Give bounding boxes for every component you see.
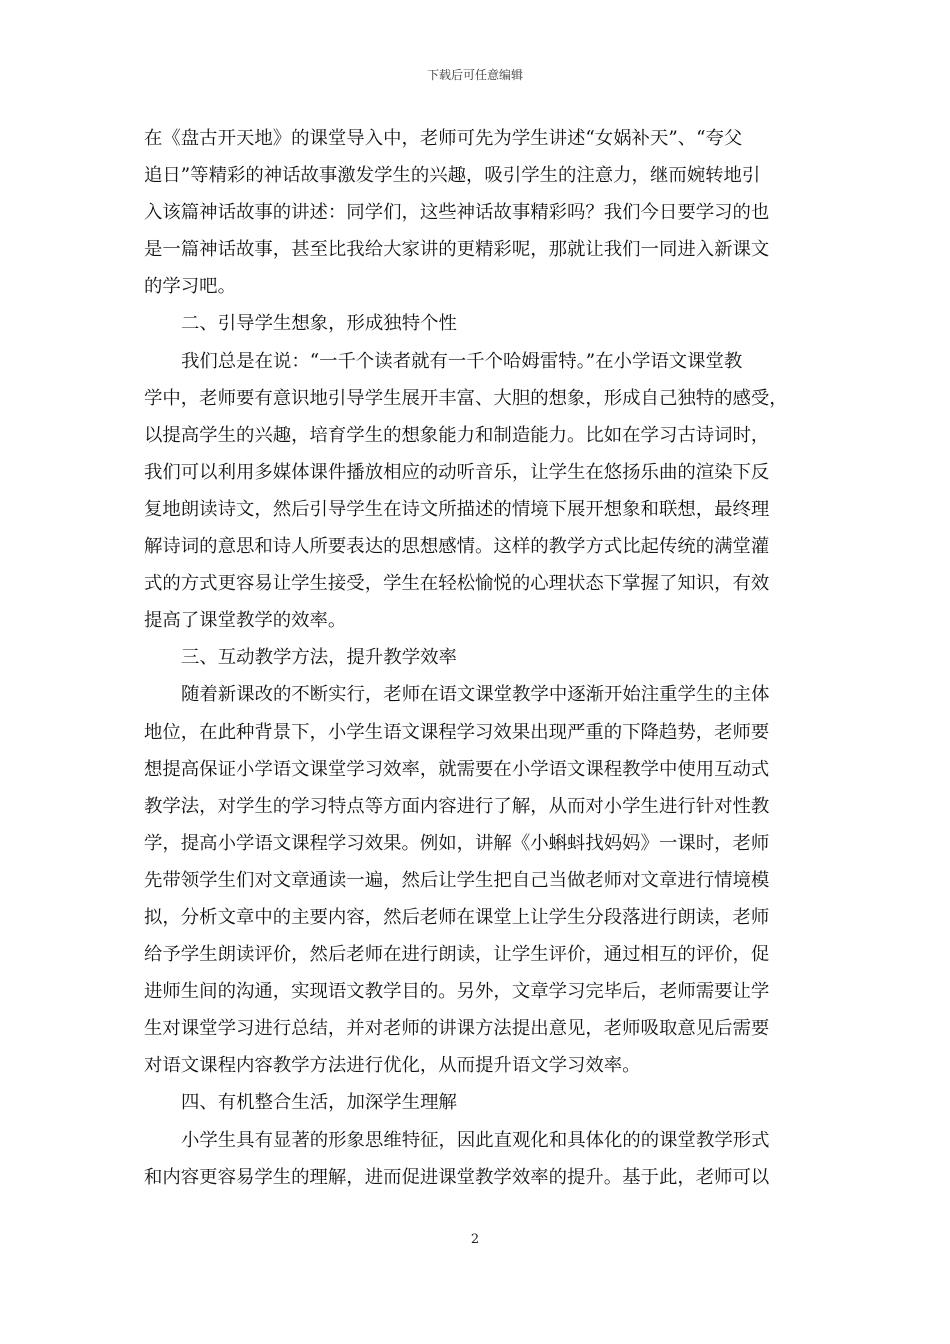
body-line: 提高了课堂教学的效率。	[144, 610, 347, 632]
body-line: 式的方式更容易让学生接受，学生在轻松愉悦的心理状态下掌握了知识，有效	[144, 573, 770, 595]
body-line: 随着新课改的不断实行，老师在语文课堂教学中逐渐开始注重学生的主体	[181, 684, 770, 706]
body-line: 以提高学生的兴趣，培育学生的想象能力和制造能力。比如在学习古诗词时，	[144, 424, 770, 446]
body-line: 复地朗读诗文，然后引导学生在诗文所描述的情境下展开想象和联想，最终理	[144, 498, 770, 520]
document-body	[144, 120, 808, 1196]
body-line: 解诗词的意思和诗人所要表达的思想感情。这样的教学方式比起传统的满堂灌	[144, 536, 770, 558]
body-line: 进师生间的沟通，实现语文教学目的。另外，文章学习完毕后，老师需要让学	[144, 981, 770, 1003]
body-line: 在《盘古开天地》的课堂导入中，老师可先为学生讲述“女娲补天”、“夸父	[144, 128, 743, 149]
body-line: 拟，分析文章中的主要内容，然后老师在课堂上让学生分段落进行朗读，老师	[144, 906, 770, 928]
body-line: 想提高保证小学语文课堂学习效率，就需要在小学语文课程教学中使用互动式	[144, 758, 770, 780]
section-heading: 三、互动教学方法，提升教学效率	[181, 647, 457, 669]
body-line: 小学生具有显著的形象思维特征，因此直观化和具体化的的课堂教学形式	[181, 1129, 770, 1151]
page-number: 2	[470, 1232, 480, 1247]
section-heading: 二、引导学生想象，形成独特个性	[181, 313, 457, 335]
body-line: 给予学生朗读评价，然后老师在进行朗读，让学生评价，通过相互的评价，促	[144, 944, 770, 966]
section-heading: 四、有机整合生活，加深学生理解	[181, 1092, 457, 1114]
body-line: 追日”等精彩的神话故事激发学生的兴趣，吸引学生的注意力，继而婉转地引	[144, 165, 761, 187]
body-line: 生对课堂学习进行总结，并对老师的讲课方法提出意见，老师吸取意见后需要	[144, 1018, 770, 1040]
body-line: 对语文课程内容教学方法进行优化，从而提升语文学习效率。	[144, 1055, 641, 1077]
body-line: 我们可以利用多媒体课件播放相应的动听音乐，让学生在悠扬乐曲的渲染下反	[144, 461, 770, 483]
body-line: 学中，老师要有意识地引导学生展开丰富、大胆的想象，形成自己独特的感受，	[144, 387, 788, 409]
body-line: 我们总是在说：“一千个读者就有一千个哈姆雷特。”在小学语文课堂教	[181, 350, 743, 372]
page-header: 下载后可任意编辑	[426, 68, 523, 82]
body-line: 学，提高小学语文课程学习效果。例如，讲解《小蝌蚪找妈妈》一课时，老师	[144, 832, 770, 854]
body-line: 是一篇神话故事，甚至比我给大家讲的更精彩呢，那就让我们一同进入新课文	[144, 239, 770, 261]
body-line: 地位，在此种背景下，小学生语文课程学习效果出现严重的下降趋势，老师要	[144, 721, 770, 743]
body-line: 教学法，对学生的学习特点等方面内容进行了解，从而对小学生进行针对性教	[144, 795, 770, 817]
body-line: 先带领学生们对文章通读一遍，然后让学生把自己当做老师对文章进行情境模	[144, 869, 770, 891]
body-line: 入该篇神话故事的讲述：同学们，这些神话故事精彩吗？我们今日要学习的也	[144, 202, 770, 224]
body-line: 和内容更容易学生的理解，进而促进课堂教学效率的提升。基于此，老师可以	[144, 1166, 770, 1188]
body-line: 的学习吧。	[144, 276, 236, 298]
